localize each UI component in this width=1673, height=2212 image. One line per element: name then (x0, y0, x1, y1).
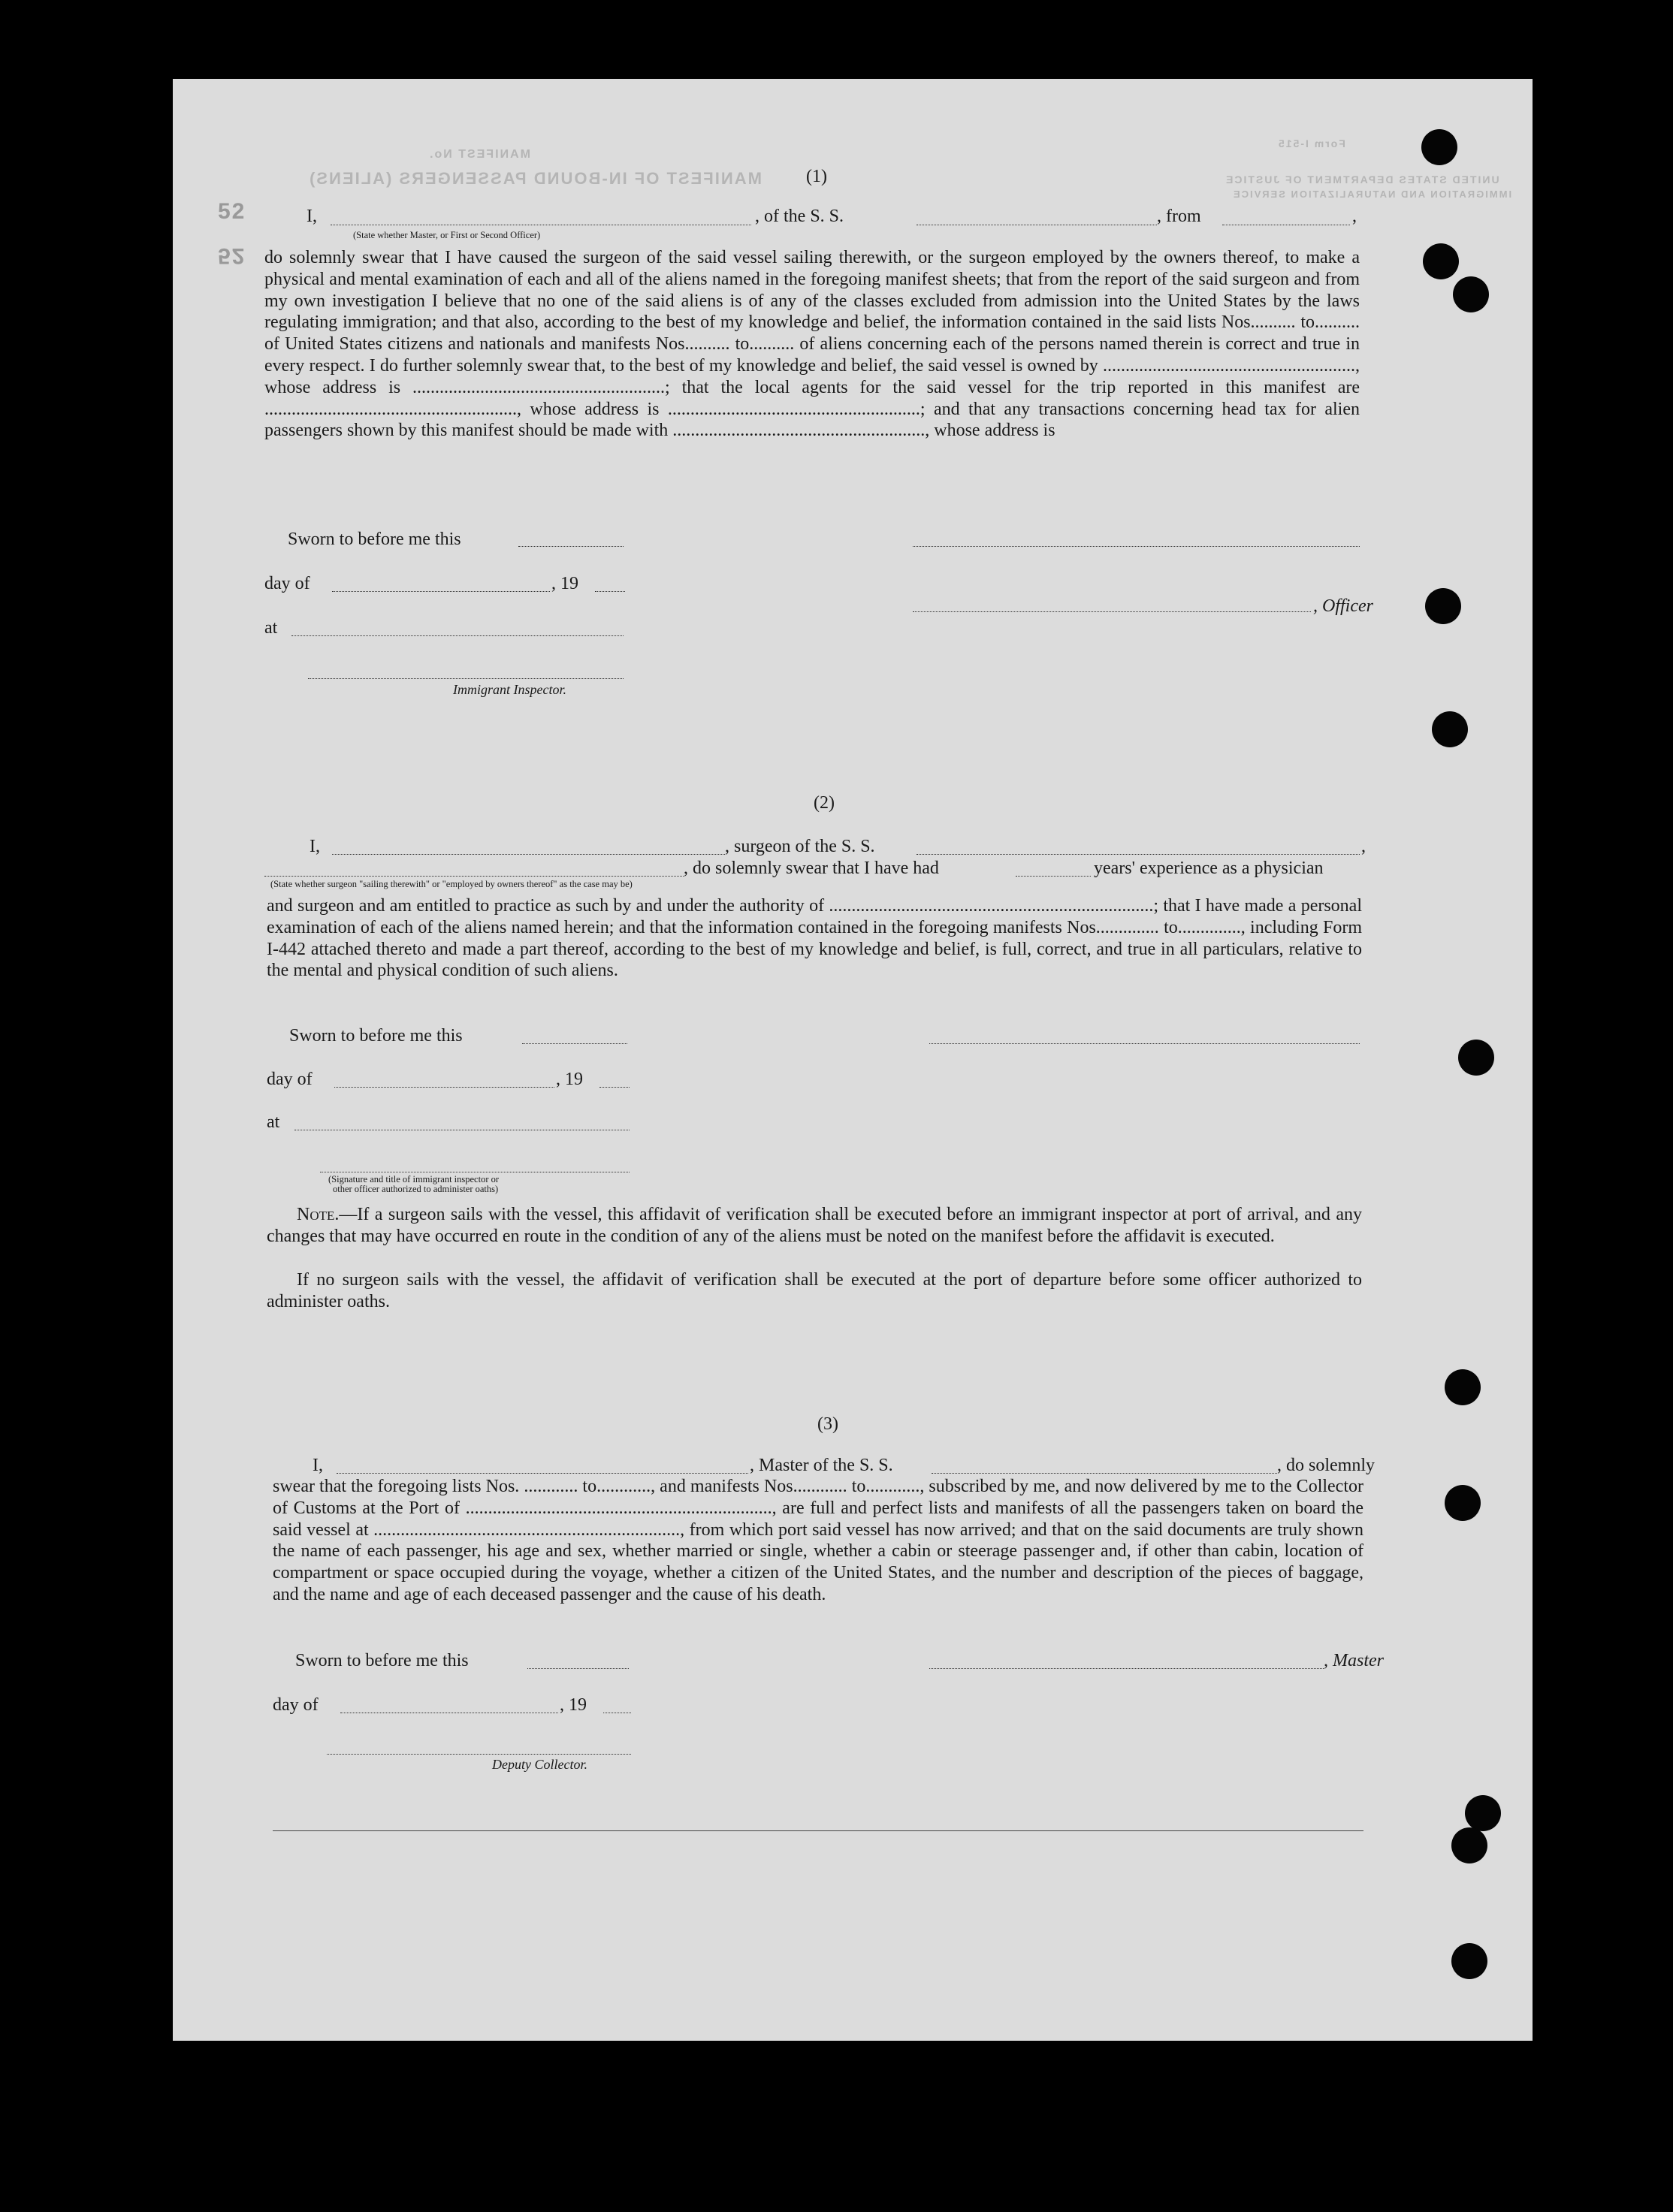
punch-hole (1465, 1795, 1501, 1831)
signature-caption-line-1: (Signature and title of immigrant inspector or (328, 1174, 500, 1184)
section-2-comma: , (1361, 837, 1366, 856)
officer-rank-note: (State whether Master, or First or Second Officer) (353, 230, 541, 240)
note-text: —If a surgeon sails with the vessel, this affidavit of verification shall be executed before an immigrant inspector at port of arrival, and any changes that may have occurred en route in the condition of any of the aliens must be noted on the manifest before the affidavit is executed. (267, 1205, 1362, 1246)
faded-service: IMMIGRATION AND NATURALIZATION SERVICE (1232, 189, 1512, 200)
blank-master-name (337, 1473, 748, 1474)
blank-sworn-date-2 (522, 1043, 627, 1044)
document-page (173, 79, 1533, 2041)
signature-line-collector (327, 1754, 631, 1755)
section-2-years-label: years' experience as a physician (1094, 859, 1324, 878)
section-3-number: (3) (817, 1414, 838, 1434)
section-1-year: , 19 (551, 574, 578, 593)
punch-hole (1451, 1827, 1487, 1863)
blank-sworn-date-1 (518, 546, 624, 547)
section-1-at: at (264, 618, 278, 638)
section-2-day-of: day of (267, 1070, 313, 1089)
signature-line-surgeon (929, 1043, 1360, 1044)
punch-hole (1445, 1369, 1481, 1405)
section-3-solemnly: , do solemnly (1277, 1456, 1375, 1475)
deputy-collector-caption: Deputy Collector. (492, 1757, 587, 1772)
blank-surgeon-name (332, 854, 725, 855)
section-3-sworn-label: Sworn to before me this (295, 1651, 469, 1670)
officer-label: , Officer (1313, 596, 1373, 616)
section-1-number: (1) (806, 167, 827, 186)
punch-hole (1458, 1040, 1494, 1076)
section-3-oath-text: swear that the foregoing lists Nos. ............ to............, and manifests Nos............ to............, subscribed by me, and now delivered by me to the Collector of Customs at the Port of ...................................................................., are full and perfect lists and manifests of all the passengers taken on board the said vessel at ...................................................................., from which port said vessel has now arrived; and that on the said documents are truly shown the name of each passenger, his age and sex, whether married or single, whether a cabin or steerage passenger and, if other than cabin, location of compartment or space occupied during the voyage, whether a citizen of the United States, and the number and description of the pieces of baggage, and the name and age of each deceased passenger and the cause of his death. (273, 1477, 1363, 1604)
side-number-top: 52 (218, 199, 246, 224)
blank-surgeon-vessel (917, 854, 1360, 855)
immigrant-inspector-caption: Immigrant Inspector. (453, 682, 566, 697)
section-3-master-label: , Master of the S. S. (750, 1456, 893, 1475)
punch-hole (1453, 276, 1489, 312)
blank-at-1 (291, 635, 624, 636)
faded-manifest-no: MANIFEST No. (428, 148, 530, 161)
signature-line-master (929, 1668, 1324, 1669)
section-2-at: at (267, 1112, 280, 1132)
blank-day-2 (334, 1087, 554, 1088)
section-2-surgeon-label: , surgeon of the S. S. (725, 837, 875, 856)
blank-day-1 (332, 591, 550, 592)
surgeon-status-note: (State whether surgeon "sailing therewith" or "employed by owners thereof" as the case may be) (270, 879, 633, 889)
faded-manifest-title: MANIFEST OF IN-BOUND PASSENGERS (ALIENS) (308, 169, 762, 188)
blank-sworn-date-3 (527, 1668, 629, 1669)
signature-line-officer (913, 611, 1311, 612)
section-3-day-of: day of (273, 1695, 319, 1715)
note-label: Note. (297, 1205, 340, 1224)
bottom-rule (273, 1830, 1363, 1831)
faded-department: UNITED STATES DEPARTMENT OF JUSTICE (1225, 174, 1499, 186)
blank-year-2 (599, 1087, 630, 1088)
section-2-number: (2) (814, 793, 835, 813)
signature-line-inspector (308, 678, 624, 679)
blank-year-1 (595, 591, 625, 592)
punch-hole (1423, 243, 1459, 279)
section-2-oath-text: and surgeon and am entitled to practice as such by and under the authority of ........................................................................; that I have made a personal examination of each of the aliens named herein; and that the information contained in the foregoing manifests Nos.............. to.............., including Form I-442 attached thereto and made a part thereof, according to the best of my knowledge and belief, is full, correct, and true in all particulars, relative to the mental and physical condition of such aliens. (267, 896, 1362, 981)
punch-hole (1421, 129, 1457, 165)
punch-hole (1425, 588, 1461, 624)
signature-line-officer-top (913, 546, 1360, 547)
signature-caption-line-2: other officer authorized to administer oaths) (333, 1184, 499, 1194)
punch-hole (1445, 1485, 1481, 1521)
punch-hole (1451, 1943, 1487, 1979)
section-1-oath-text: do solemnly swear that I have caused the surgeon of the said vessel sailing therewith, or the surgeon employed by the owners thereof, to make a physical and mental examination of each and all of the aliens named in the foregoing manifest sheets; that from the report of the said surgeon and from my own investigation I believe that no one of the said aliens is of any of the classes excluded from admission into the United States by the laws regulating immigration; and that also, according to the best of my knowledge and belief, the information contained in the said lists Nos.......... to.......... of United States citizens and nationals and manifests Nos.......... to.......... of aliens concerning each of the persons named therein is correct and true in every respect. I do further solemnly swear that, to the best of my knowledge and belief, the said vessel is owned by ........................................................, whose address is ........................................................; that the local agents for the said vessel for the trip reported in this manifest are ........................................................, whose address is ........................................................; and that any transactions concerning head tax for alien passengers shown by this manifest should be made with ........................................................, whose address is (264, 248, 1360, 441)
section-2-year: , 19 (556, 1070, 583, 1089)
surgeon-note (267, 1204, 1362, 1248)
surgeon-note-2: If no surgeon sails with the vessel, the affidavit of verification shall be executed at the port of departure before some officer authorized to administer oaths. (267, 1270, 1362, 1311)
section-3-i: I, (313, 1456, 323, 1475)
section-1-day-of: day of (264, 574, 310, 593)
section-1-from-label: , from (1157, 207, 1201, 226)
section-2-i: I, (310, 837, 320, 856)
punch-hole (1432, 711, 1468, 747)
master-label: , Master (1324, 1651, 1384, 1670)
section-2-swear-label: , do solemnly swear that I have had (684, 859, 939, 878)
section-1-i: I, (307, 207, 317, 226)
section-1-ss-label: , of the S. S. (755, 207, 844, 226)
blank-master-vessel (932, 1473, 1277, 1474)
side-number-bottom: 52 (218, 243, 246, 268)
section-2-sworn-label: Sworn to before me this (289, 1026, 463, 1046)
section-1-comma: , (1352, 207, 1357, 226)
blank-years-experience (1016, 876, 1091, 877)
blank-surgeon-status (264, 876, 684, 877)
faded-form-no: Form I-515 (1277, 137, 1345, 149)
section-3-year: , 19 (560, 1695, 587, 1715)
section-1-sworn-label: Sworn to before me this (288, 530, 461, 549)
